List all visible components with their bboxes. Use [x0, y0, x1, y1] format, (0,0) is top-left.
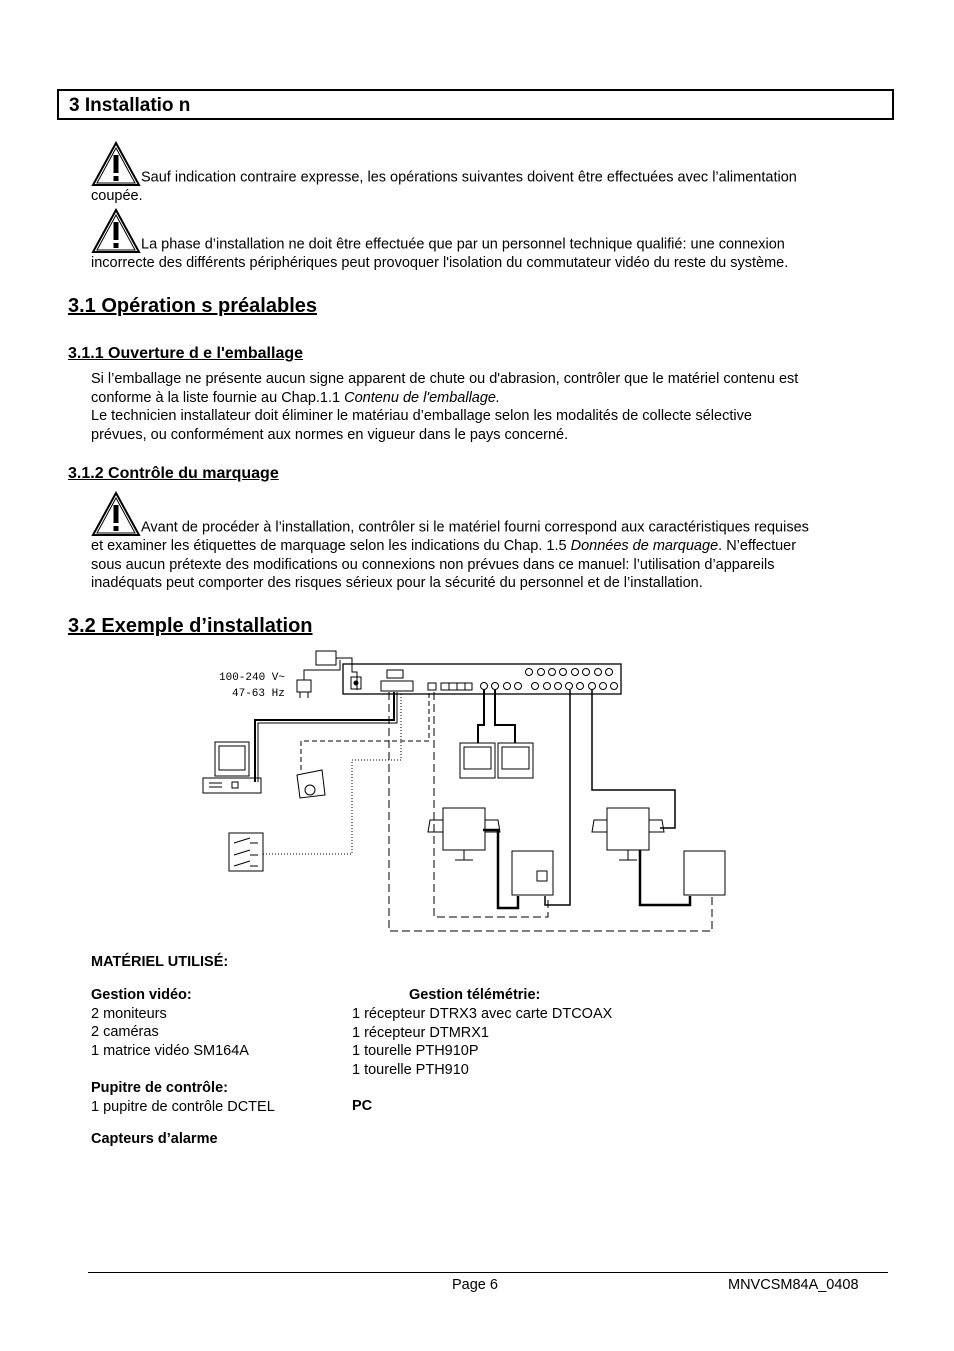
footer-rule: [88, 1272, 888, 1273]
receiver-dtrx3: [512, 851, 553, 895]
pc-label: PC: [352, 1098, 373, 1114]
section-3-1-1-title: 3.1.1 Ouverture d e l'emballage: [68, 345, 304, 362]
video-item: 2 caméras: [91, 1024, 159, 1040]
pc-computer: [203, 742, 261, 793]
telemetry-item: 1 tourelle PTH910: [352, 1061, 469, 1078]
telemetry-heading: Gestion télémétrie:: [409, 987, 541, 1003]
s311-line-4: prévues, ou conformément aux normes en vigueur dans le pays concerné.: [91, 426, 569, 443]
warning-block-2: [91, 208, 891, 273]
s312-line-4: inadéquats peut comporter des risques sérieux pour la sécurité du personnel et de l’installation.: [91, 575, 703, 591]
s311-line-1: Si l’emballage ne présente aucun signe apparent de chute ou d'abrasion, contrôler que le matériel contenu est: [91, 371, 799, 387]
ptz-camera-1: [428, 808, 500, 860]
section-3-1-2-title: 3.1.2 Contrôle du marquage: [68, 465, 279, 482]
section-3-1-2-body: [91, 491, 891, 593]
s312-line-1: Avant de procéder à l’installation, contrôler si le matériel fourni correspond aux caractéristiques requises: [141, 519, 809, 536]
power-adapter: [316, 651, 336, 665]
telemetry-item: 1 tourelle PTH910P: [352, 1043, 479, 1059]
warning-1-text-cont: coupée.: [91, 188, 143, 204]
chapter-title: 3 Installatio n: [69, 95, 191, 116]
s312-line-3: sous aucun prétexte des modifications ou connexions non prévues dans ce manuel: l’utilisation d’appareils: [91, 556, 775, 573]
section-3-1-1-body: [91, 370, 891, 444]
warning-triangle-icon: [91, 141, 141, 187]
power-label-1: 100-240 V~: [219, 672, 286, 684]
video-heading: Gestion vidéo:: [91, 987, 192, 1003]
video-column: [91, 986, 249, 1060]
console-item: 1 pupitre de contrôle DCTEL: [91, 1098, 275, 1115]
section-3-1-title: 3.1 Opération s préalables: [68, 295, 317, 317]
telemetry-item: 1 récepteur DTMRX1: [352, 1024, 489, 1041]
document-id: MNVCSM84A_0408: [728, 1277, 859, 1293]
warning-1-text: Sauf indication contraire expresse, les opérations suivantes doivent être effectuées avec l’alimentation: [141, 169, 797, 186]
warning-2-text: La phase d’installation ne doit être effectuée que par un personnel technique qualifié: une connexion: [141, 236, 785, 253]
telemetry-item: 1 récepteur DTRX3 avec carte DTCOAX: [352, 1006, 613, 1022]
s312-line-2b: Données de marquage: [570, 538, 719, 554]
video-matrix-sm164a: [343, 664, 621, 694]
telemetry-column: [352, 1005, 612, 1079]
s312-line-2a: et examiner les étiquettes de marquage selon les indications du Chap. 1.5: [91, 538, 571, 554]
control-keyboard-dctel: [297, 770, 325, 798]
monitor-1: [460, 743, 495, 778]
alarm-heading: Capteurs d’alarme: [91, 1131, 218, 1147]
warning-triangle-icon: [91, 208, 141, 254]
s311-line-3: Le technicien installateur doit éliminer le matériau d’emballage selon les modalités de collecte sélective: [91, 408, 752, 424]
page-number: Page 6: [452, 1277, 498, 1293]
ptz-camera-2: [592, 808, 664, 860]
alarm-sensors: [229, 833, 263, 871]
video-item: 1 matrice vidéo SM164A: [91, 1042, 249, 1059]
video-item: 2 moniteurs: [91, 1005, 167, 1022]
console-column: [91, 1079, 275, 1116]
console-heading: Pupitre de contrôle:: [91, 1080, 228, 1096]
s311-line-2a: conforme à la liste fournie au Chap.1.1: [91, 389, 345, 406]
warning-block-1: [91, 141, 891, 206]
chapter-header: [57, 89, 894, 120]
power-label-2: 47-63 Hz: [232, 688, 285, 700]
s312-line-2c: . N’effectuer: [718, 538, 797, 554]
installation-diagram: [195, 645, 735, 940]
power-plug-icon: [297, 660, 340, 698]
receiver-dtmrx1: [684, 851, 725, 895]
s311-line-2b: Contenu de l'emballage.: [344, 389, 501, 406]
section-3-2-title: 3.2 Exemple d’installation: [68, 615, 313, 637]
warning-2-text-cont: incorrecte des différents périphériques peut provoquer l'isolation du commutateur vidéo du reste du système.: [91, 255, 789, 271]
warning-triangle-icon: [91, 491, 141, 537]
materiel-heading: MATÉRIEL UTILISÉ:: [91, 954, 229, 970]
monitor-2: [498, 743, 533, 778]
